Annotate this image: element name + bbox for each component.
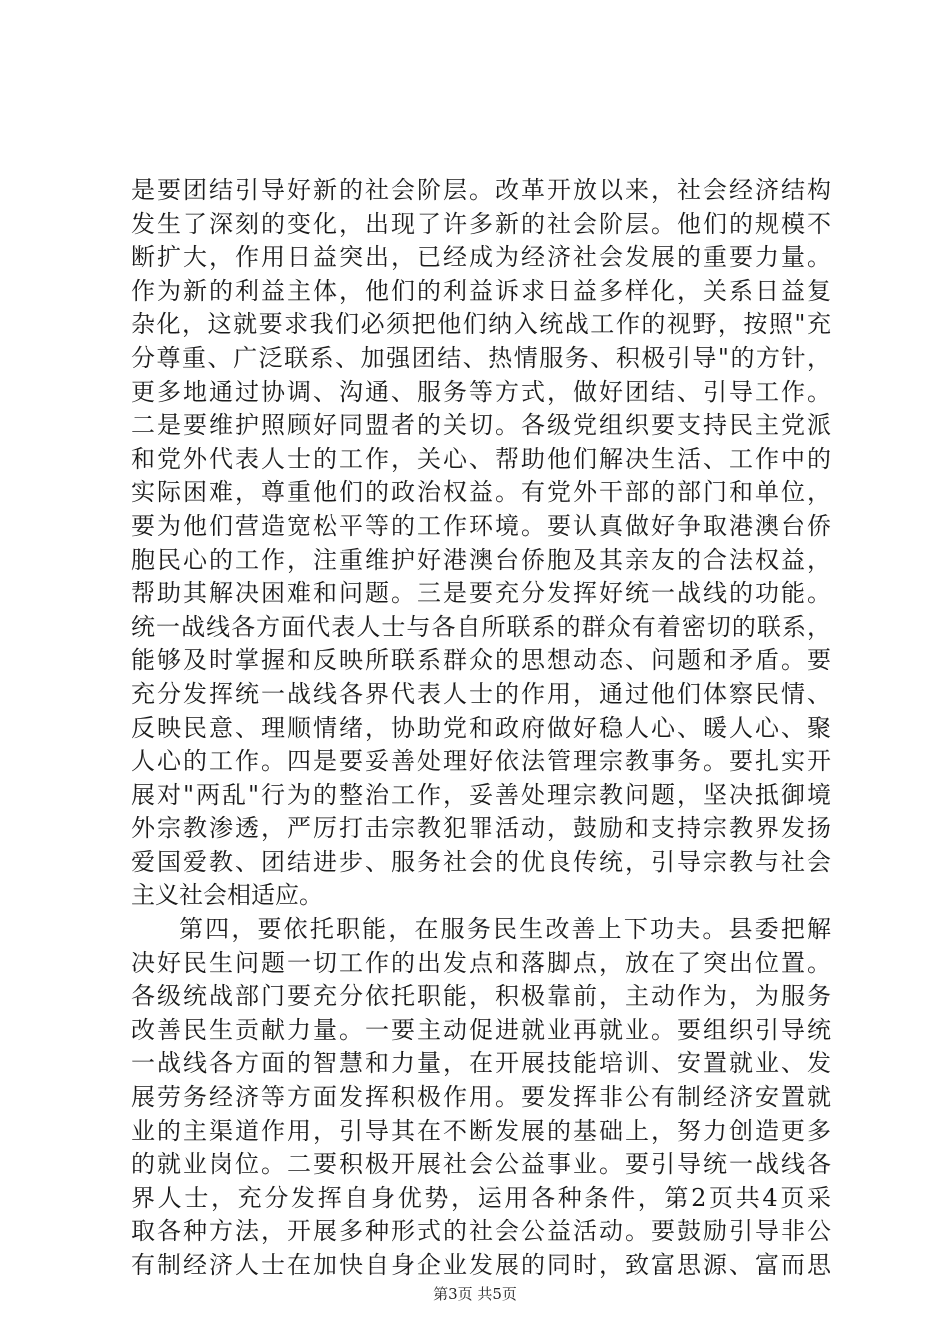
text-line: 能够及时掌握和反映所联系群众的思想动态、问题和矛盾。要 (131, 646, 831, 675)
text-line: 界人士，充分发挥自身优势，运用各种条件，第2页共4页采 (131, 1183, 831, 1212)
text-line: 各级统战部门要充分依托职能，积极靠前，主动作为，为服务 (131, 982, 831, 1011)
text-line: 作为新的利益主体，他们的利益诉求日益多样化，关系日益复 (131, 276, 831, 305)
text-line: 改善民生贡献力量。一要主动促进就业再就业。要组织引导统 (131, 1015, 831, 1044)
text-line: 胞民心的工作，注重维护好港澳台侨胞及其亲友的合法权益， (131, 545, 831, 574)
text-line: 有制经济人士在加快自身企业发展的同时，致富思源、富而思 (131, 1251, 831, 1279)
text-line: 取各种方法，开展多种形式的社会公益活动。要鼓励引导非公 (131, 1217, 831, 1246)
text-line: 统一战线各方面代表人士与各自所联系的群众有着密切的联系， (131, 612, 831, 641)
text-line: 和党外代表人士的工作，关心、帮助他们解决生活、工作中的 (131, 444, 831, 473)
text-line: 一战线各方面的智慧和力量，在开展技能培训、安置就业、发 (131, 1049, 831, 1078)
text-line: 人心的工作。四是要妥善处理好依法管理宗教事务。要扎实开 (131, 747, 831, 776)
text-line: 帮助其解决困难和问题。三是要充分发挥好统一战线的功能。 (131, 579, 831, 608)
text-line: 是要团结引导好新的社会阶层。改革开放以来，社会经济结构 (131, 176, 831, 204)
text-line: 断扩大，作用日益突出，已经成为经济社会发展的重要力量。 (131, 243, 831, 272)
text-line: 分尊重、广泛联系、加强团结、热情服务、积极引导"的方针， (131, 343, 831, 372)
paragraph-start-line: 第四，要依托职能，在服务民生改善上下功夫。县委把解 (179, 915, 831, 944)
text-line: 要为他们营造宽松平等的工作环境。要认真做好争取港澳台侨 (131, 511, 831, 540)
text-line: 展对"两乱"行为的整治工作，妥善处理宗教问题，坚决抵御境 (131, 780, 831, 809)
text-line: 二是要维护照顾好同盟者的关切。各级党组织要支持民主党派 (131, 411, 831, 440)
paragraph-end-line: 主义社会相适应。 (131, 881, 323, 910)
text-line: 更多地通过协调、沟通、服务等方式，做好团结、引导工作。 (131, 377, 831, 406)
body-text (131, 174, 831, 1283)
text-line: 爱国爱教、团结进步、服务社会的优良传统，引导宗教与社会 (131, 847, 831, 876)
text-line: 杂化，这就要求我们必须把他们纳入统战工作的视野，按照"充 (131, 310, 831, 339)
text-line: 决好民生问题一切工作的出发点和落脚点，放在了突出位置。 (131, 948, 831, 977)
text-line: 的就业岗位。二要积极开展社会公益事业。要引导统一战线各 (131, 1150, 831, 1179)
text-line: 反映民意、理顺情绪，协助党和政府做好稳人心、暖人心、聚 (131, 713, 831, 742)
text-line: 发生了深刻的变化，出现了许多新的社会阶层。他们的规模不 (131, 209, 831, 238)
page-footer: 第3页 共5页 (433, 1285, 517, 1303)
text-line: 外宗教渗透，严厉打击宗教犯罪活动，鼓励和支持宗教界发扬 (131, 814, 831, 843)
text-line: 充分发挥统一战线各界代表人士的作用，通过他们体察民情、 (131, 679, 831, 708)
text-line: 展劳务经济等方面发挥积极作用。要发挥非公有制经济安置就 (131, 1083, 831, 1112)
text-line: 业的主渠道作用，引导其在不断发展的基础上，努力创造更多 (131, 1116, 831, 1145)
text-line: 实际困难，尊重他们的政治权益。有党外干部的部门和单位， (131, 478, 831, 507)
